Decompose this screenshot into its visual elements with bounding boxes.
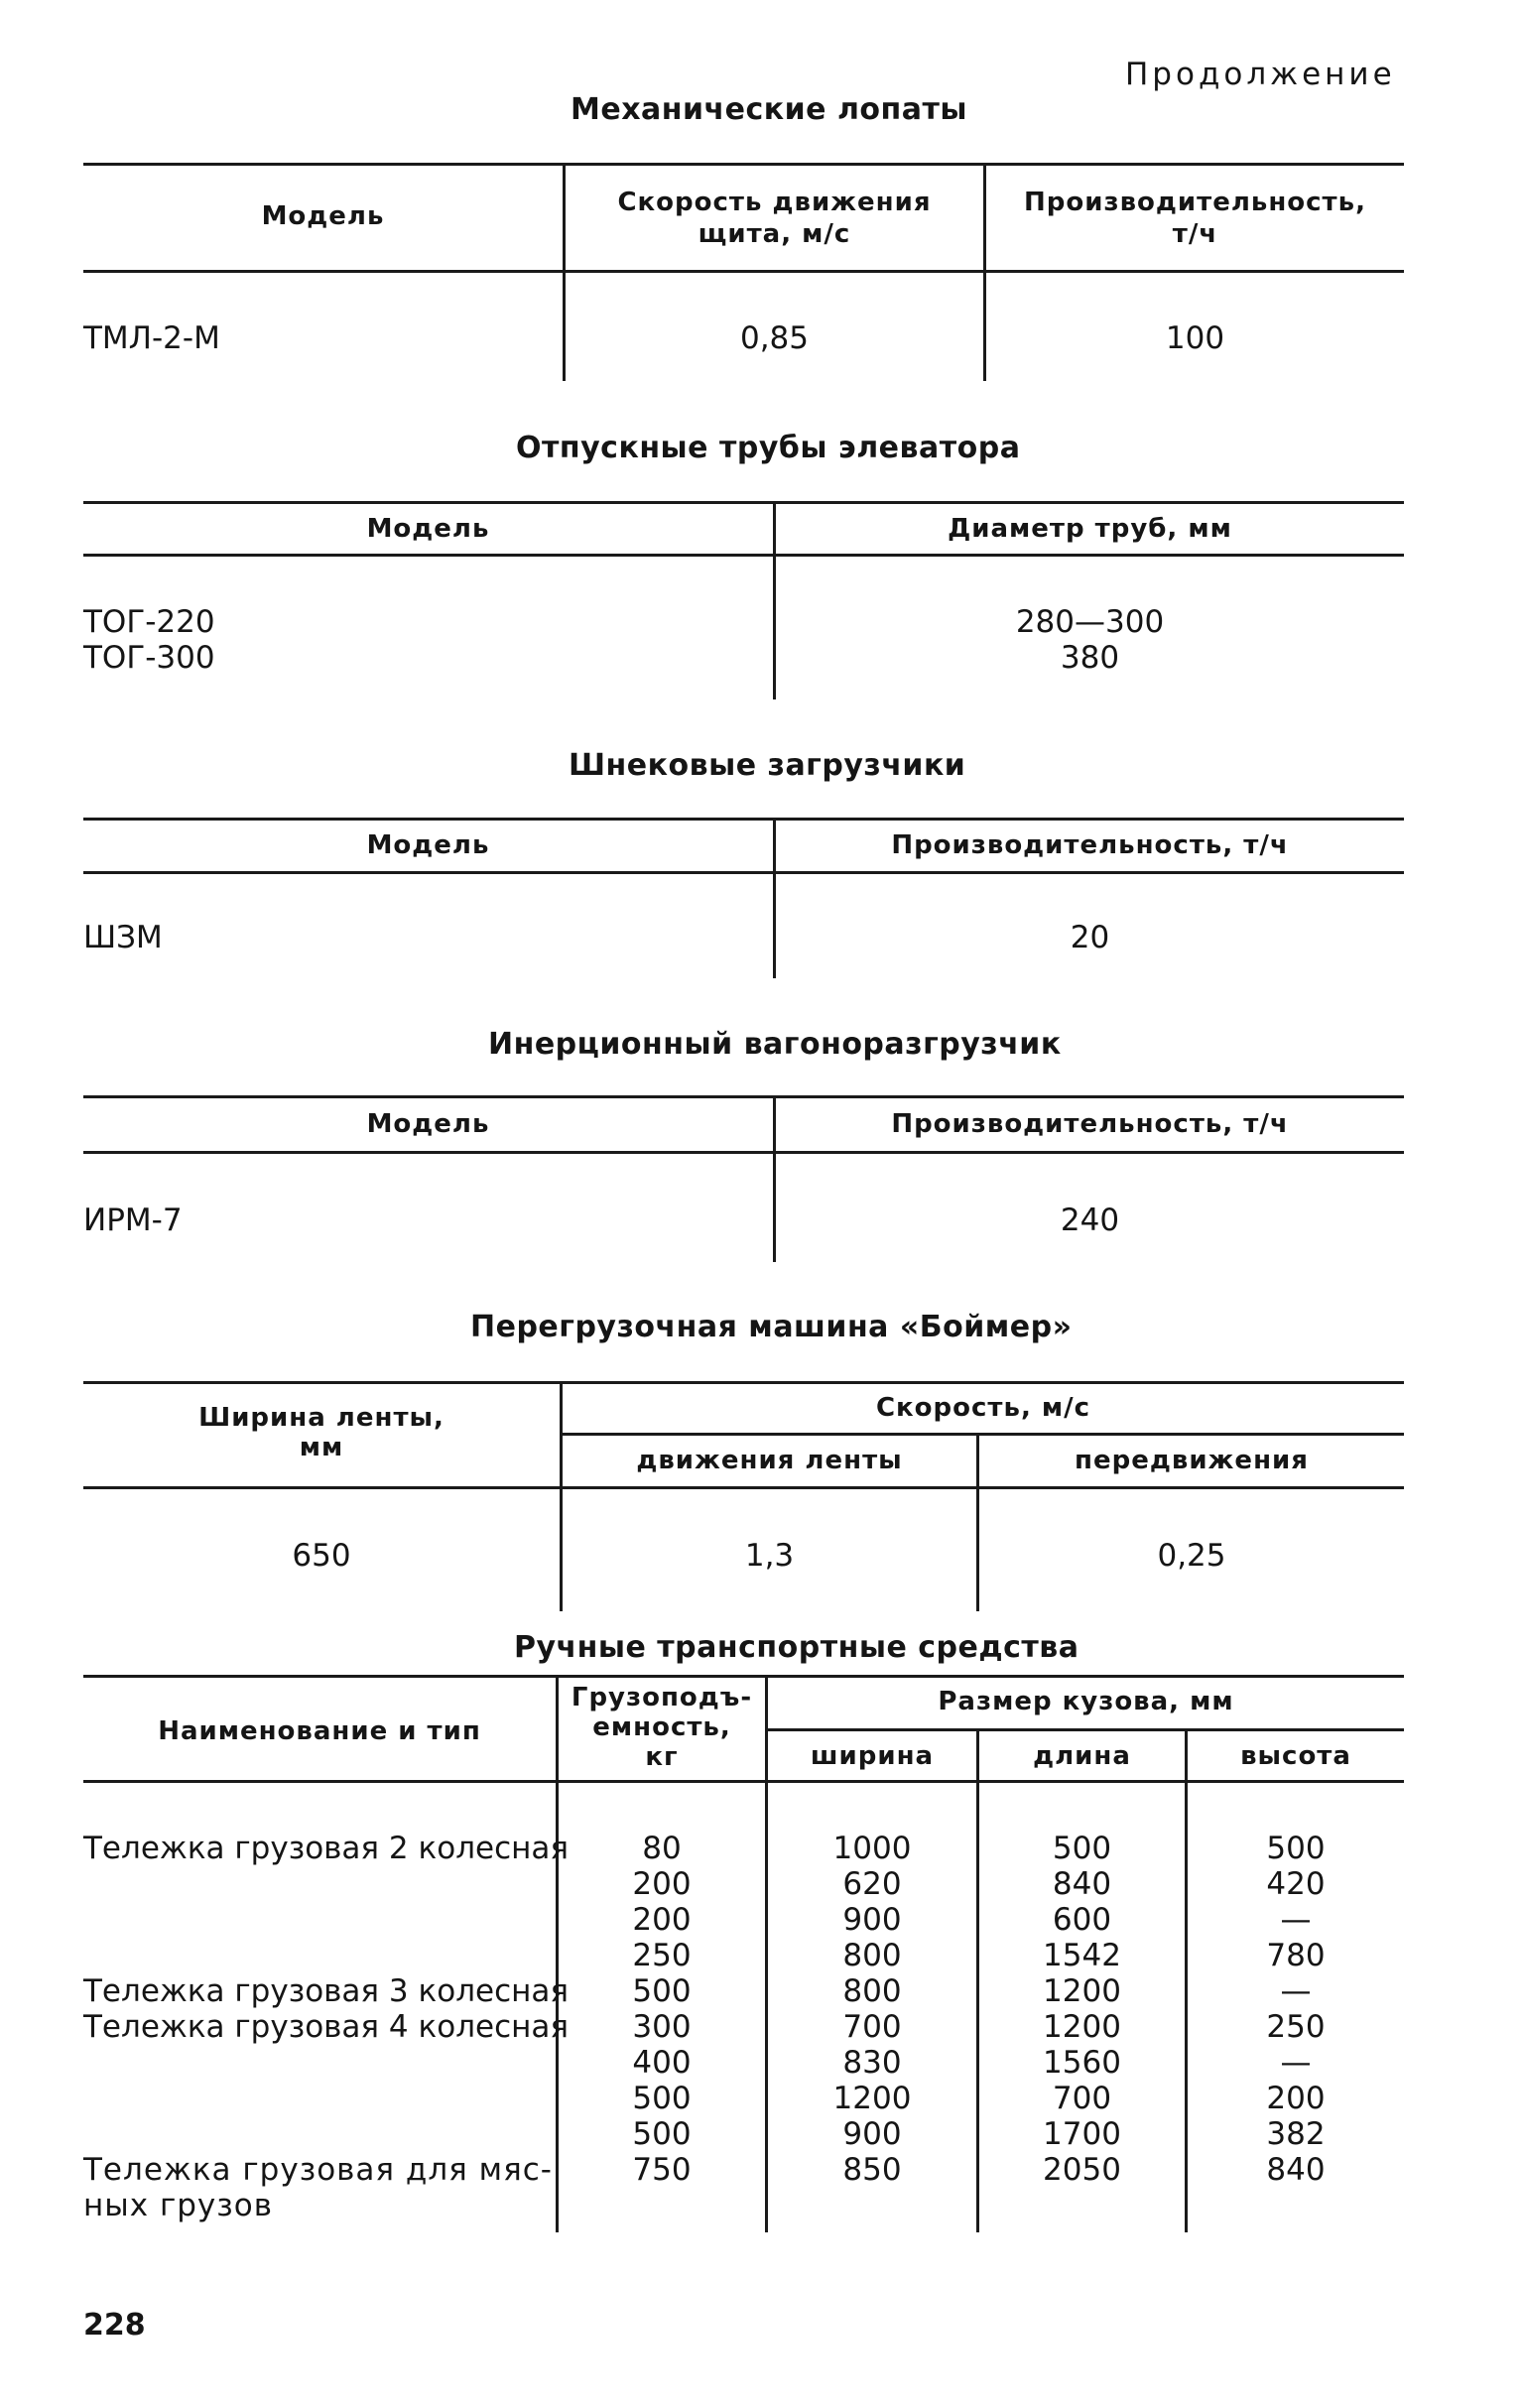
table-4-header-rule xyxy=(83,1151,1404,1154)
table-2-top-rule xyxy=(83,501,1404,504)
table-4-top-rule xyxy=(83,1095,1404,1098)
table-6-header-width: ширина xyxy=(810,1741,935,1771)
table-5-speed-rule xyxy=(563,1433,1404,1436)
table-5-travel-value: 0,25 xyxy=(1157,1538,1226,1574)
table-6-name-cell: Тележка грузовая 3 колесная xyxy=(83,1973,570,2009)
table-4-output-value: 240 xyxy=(1060,1203,1120,1238)
table-3-top-rule xyxy=(83,818,1404,821)
page-number: 228 xyxy=(83,2308,146,2343)
table-1-model-value: ТМЛ-2-М xyxy=(83,320,220,356)
table-6-title: Ручные транспортные средства xyxy=(514,1630,1079,1665)
table-6-header-rule xyxy=(83,1780,1404,1783)
continuation-label: Продолжение xyxy=(1125,57,1396,92)
table-3-header-model: Модель xyxy=(366,830,490,860)
table-1-title: Механические лопаты xyxy=(571,92,968,127)
table-1-header-output: Производительность, т/ч xyxy=(1024,188,1366,249)
table-2-header-rule xyxy=(83,554,1404,557)
table-5-header-travel: передвижения xyxy=(1075,1446,1309,1475)
table-6-body-size-rule xyxy=(768,1728,1404,1731)
table-6-name-cell: Тележка грузовая 2 колесная xyxy=(83,1831,570,1866)
table-3-model-value: ШЗМ xyxy=(83,920,163,955)
table-1-header-speed: Скорость движения щита, м/с xyxy=(617,188,932,249)
table-6-header-body-size: Размер кузова, мм xyxy=(938,1687,1234,1716)
table-2-model-value: ТОГ-220 xyxy=(83,604,215,640)
table-2-diameter-value: 280—300 xyxy=(1015,604,1165,640)
table-1-speed-value: 0,85 xyxy=(739,320,810,356)
table-5-header-belt: движения ленты xyxy=(636,1446,903,1475)
table-2-title: Отпускные трубы элеватора xyxy=(516,431,1021,465)
table-6-header-length: длина xyxy=(1033,1741,1131,1771)
table-2-header-model: Модель xyxy=(366,514,490,544)
table-6-header-height: высота xyxy=(1240,1741,1351,1771)
table-2-model-value: ТОГ-300 xyxy=(83,640,215,676)
table-5-header-speed: Скорость, м/с xyxy=(875,1393,1091,1423)
table-5-top-rule xyxy=(83,1381,1404,1384)
table-5-title: Перегрузочная машина «Боймер» xyxy=(470,1310,1073,1344)
table-4-header-model: Модель xyxy=(366,1109,490,1139)
table-6-width-column: 1000 620 900 800 800 700 830 1200 900 850 xyxy=(832,1831,912,2188)
table-3-header-rule xyxy=(83,871,1404,874)
table-1-header-model: Модель xyxy=(261,201,385,231)
table-6-header-capacity: Грузоподъ- емность, кг xyxy=(571,1683,753,1772)
table-1-header-rule xyxy=(83,270,1404,273)
table-4-header-output: Производительность, т/ч xyxy=(891,1109,1289,1139)
table-6-top-rule xyxy=(83,1675,1404,1678)
table-2-diameter-value: 380 xyxy=(1060,640,1120,676)
table-3-output-value: 20 xyxy=(1070,920,1110,955)
table-4-model-value: ИРМ-7 xyxy=(83,1203,183,1238)
table-3-header-output: Производительность, т/ч xyxy=(891,830,1289,860)
table-6-name-cell: Тележка грузовая 4 колесная xyxy=(83,2009,570,2045)
table-3-title: Шнековые загрузчики xyxy=(569,748,966,783)
table-6-capacity-column: 80 200 200 250 500 300 400 500 500 750 xyxy=(632,1831,692,2188)
table-6-height-column: 500 420 — 780 — 250 — 200 382 840 xyxy=(1266,1831,1326,2188)
table-5-belt-value: 1,3 xyxy=(744,1538,795,1574)
table-6-length-column: 500 840 600 1542 1200 1200 1560 700 1700 2050 xyxy=(1043,1831,1121,2188)
table-2-header-diameter: Диаметр труб, мм xyxy=(948,514,1232,544)
table-5-width-value: 650 xyxy=(292,1538,351,1574)
table-4-title: Инерционный вагоноразгрузчик xyxy=(488,1027,1062,1062)
table-5-header-rule xyxy=(83,1486,1404,1489)
table-6-header-name: Наименование и тип xyxy=(158,1716,481,1746)
table-6-name-cell: Тележка грузовая для мяс- ных грузов xyxy=(83,2152,553,2223)
table-1-top-rule xyxy=(83,163,1404,166)
table-1-output-value: 100 xyxy=(1165,320,1225,356)
table-5-header-width: Ширина ленты, мм xyxy=(198,1403,444,1462)
